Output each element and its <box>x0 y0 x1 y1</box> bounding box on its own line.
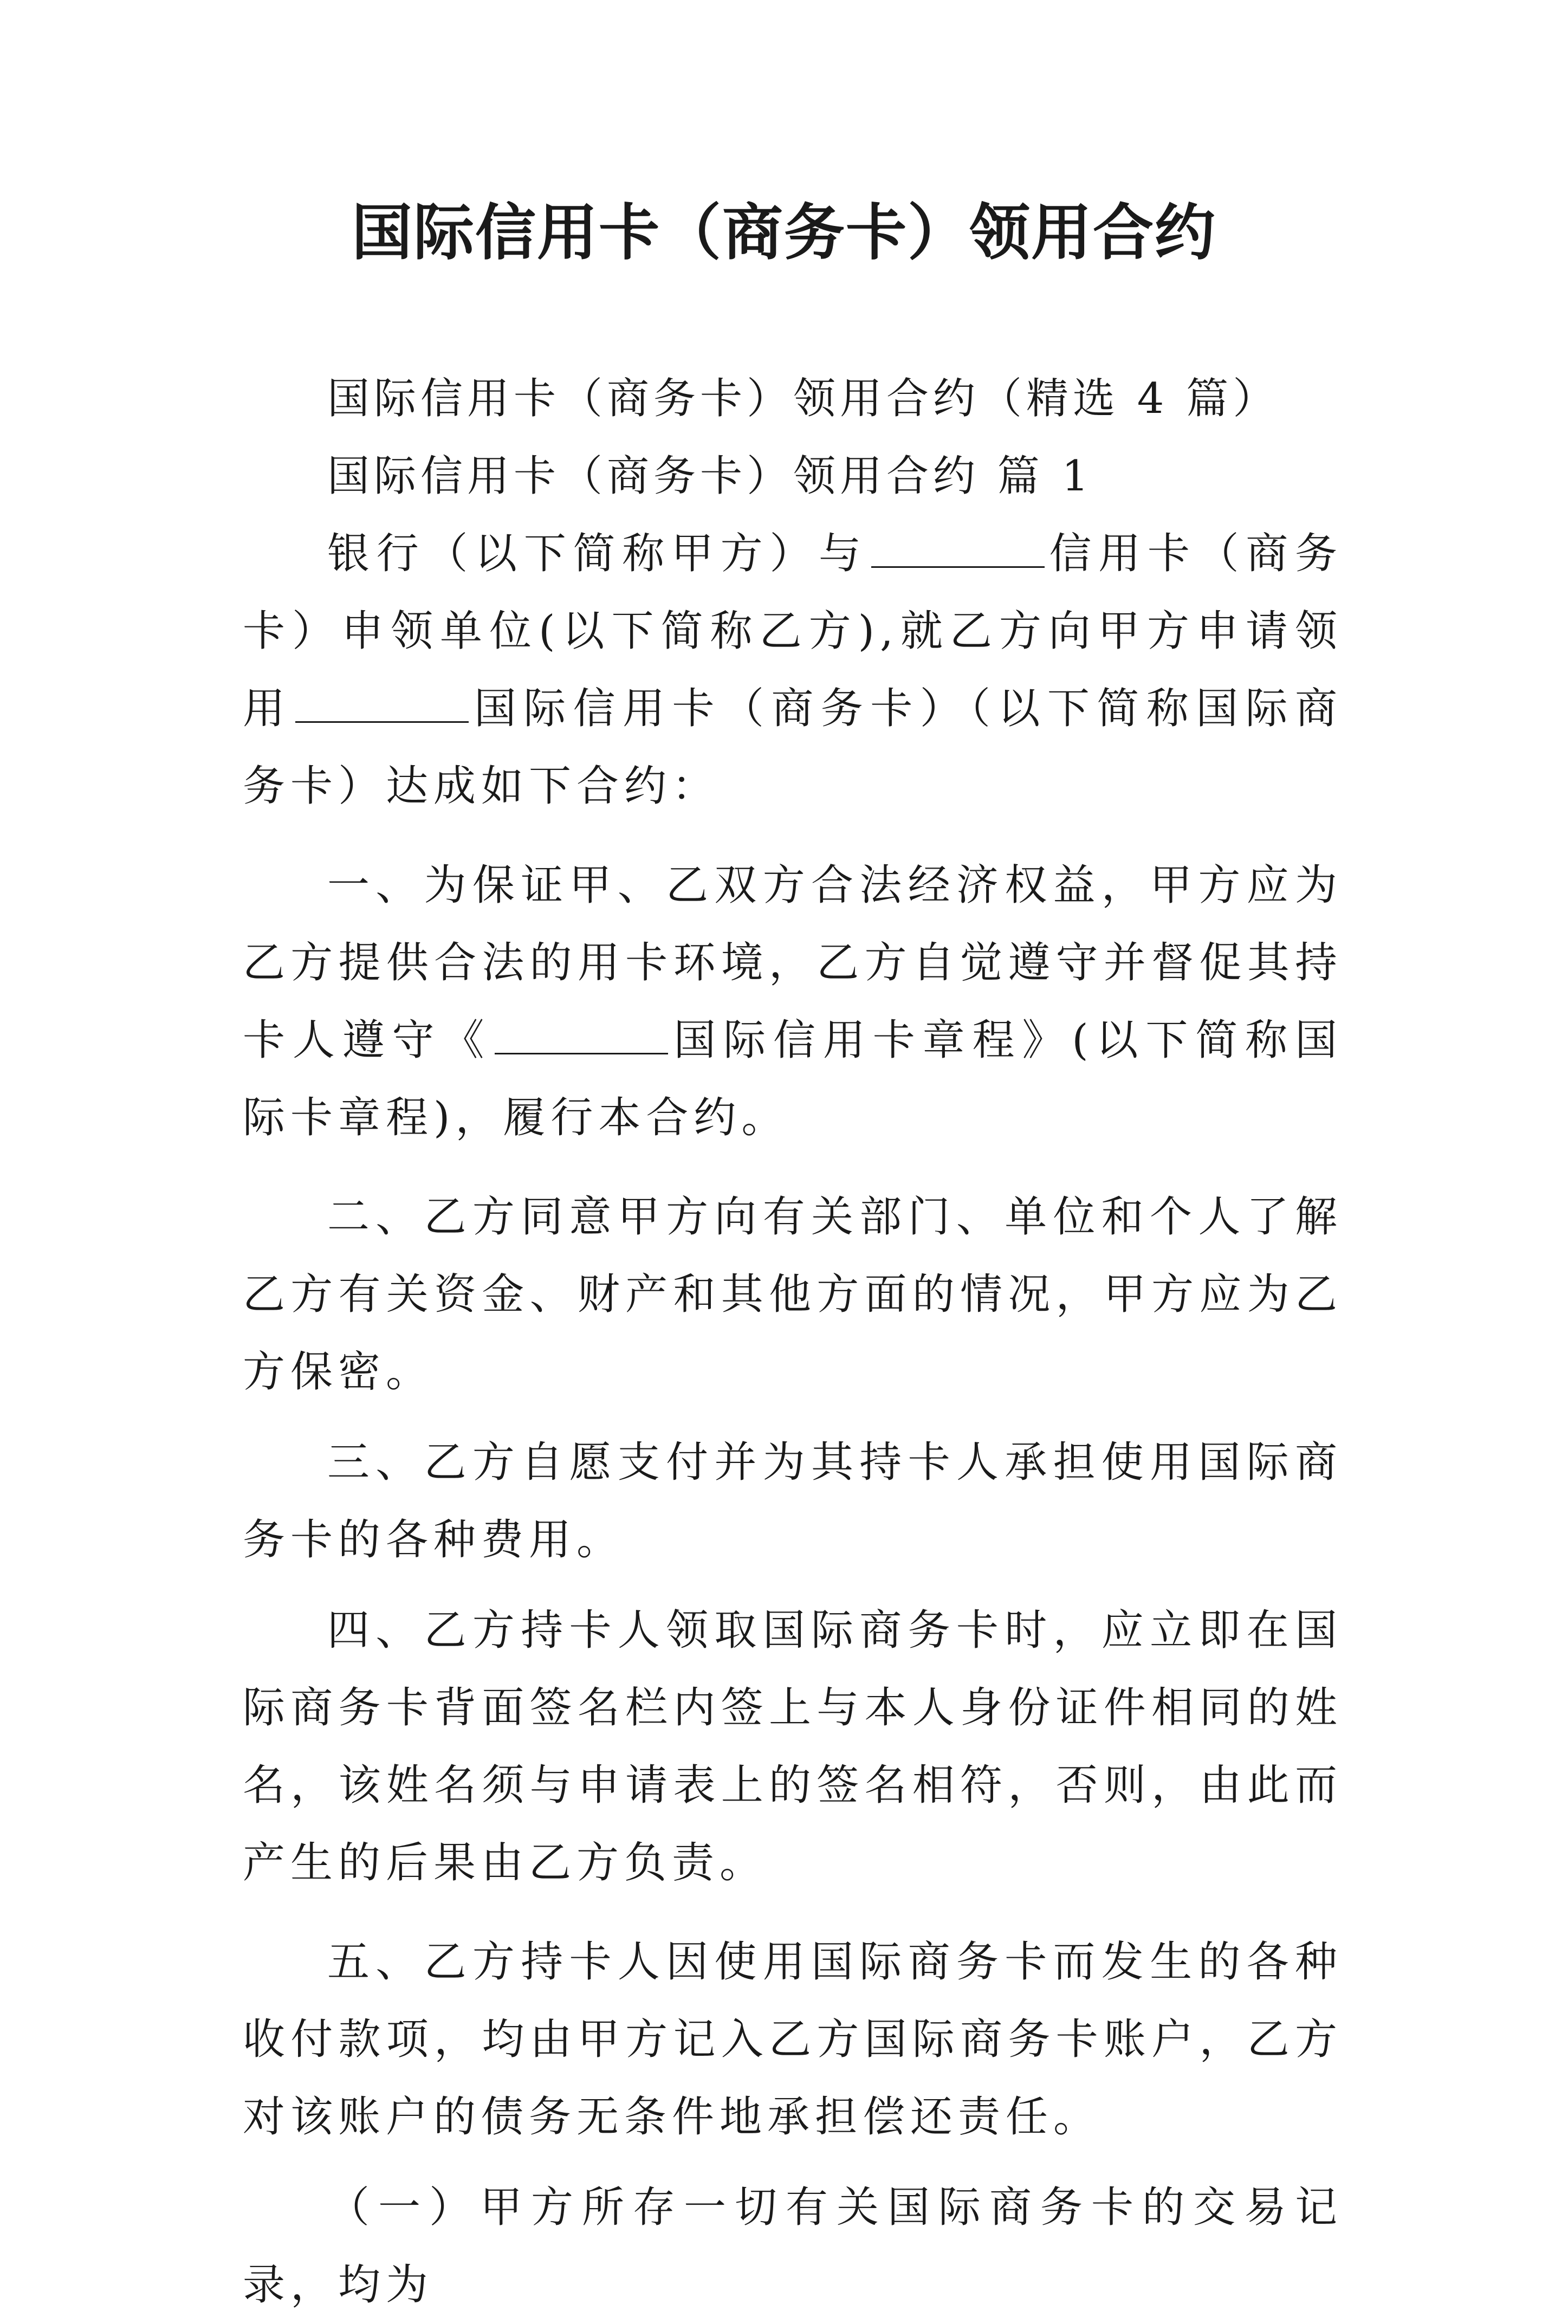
document-title: 国际信用卡（商务卡）领用合约 <box>352 198 1216 268</box>
document-subtitle: 国际信用卡（商务卡）领用合约（精选 4 篇） <box>327 374 1280 423</box>
fill-in-blank <box>295 685 469 723</box>
clause-4: 四、乙方持卡人领取国际商务卡时，应立即在国际商务卡背面签名栏内签上与本人身份证件相同的姓名，该姓名须与申请表上的签名相符，否则，由此而产生的后果由乙方负责。 <box>243 1606 1343 1887</box>
clause-5: 五、乙方持卡人因使用国际商务卡而发生的各种收付款项，均由甲方记入乙方国际商务卡账户，乙方对该账户的债务无条件地承担偿还责任。 <box>243 1938 1343 2141</box>
document-body <box>243 360 1343 2324</box>
intro-text-3: 国际信用卡（商务卡）（以下简称国际商务卡）达成如下合约： <box>243 684 1343 811</box>
clause-1-text-1: 一、为保证甲、乙双方合法经济权益，甲方应为乙方提供合法的用卡环境，乙方自觉遵守并督促其持卡人遵守《 <box>243 861 1343 1065</box>
clause-1 <box>243 847 1343 1157</box>
fill-in-blank <box>495 1017 668 1054</box>
clause-5-sub-1: （一）甲方所存一切有关国际商务卡的交易记录，均为 <box>243 2183 1343 2309</box>
intro-text-1: 银行（以下简称甲方）与 <box>327 529 868 578</box>
intro-paragraph <box>243 515 1343 825</box>
section-heading: 国际信用卡（商务卡）领用合约 篇 1 <box>327 452 1093 501</box>
clause-1-text-2: 国际信用卡章程》(以下简称国际卡章程)，履行本合约。 <box>243 1016 1343 1142</box>
clause-3: 三、乙方自愿支付并为其持卡人承担使用国际商务卡的各种费用。 <box>243 1438 1343 1564</box>
clause-2: 二、乙方同意甲方向有关部门、单位和个人了解乙方有关资金、财产和其他方面的情况，甲方应为乙方保密。 <box>243 1193 1343 1396</box>
fill-in-blank <box>871 530 1045 568</box>
intro-text-2: 信用卡（商务卡）申领单位(以下简称乙方),就乙方向甲方申请领用 <box>243 529 1343 733</box>
